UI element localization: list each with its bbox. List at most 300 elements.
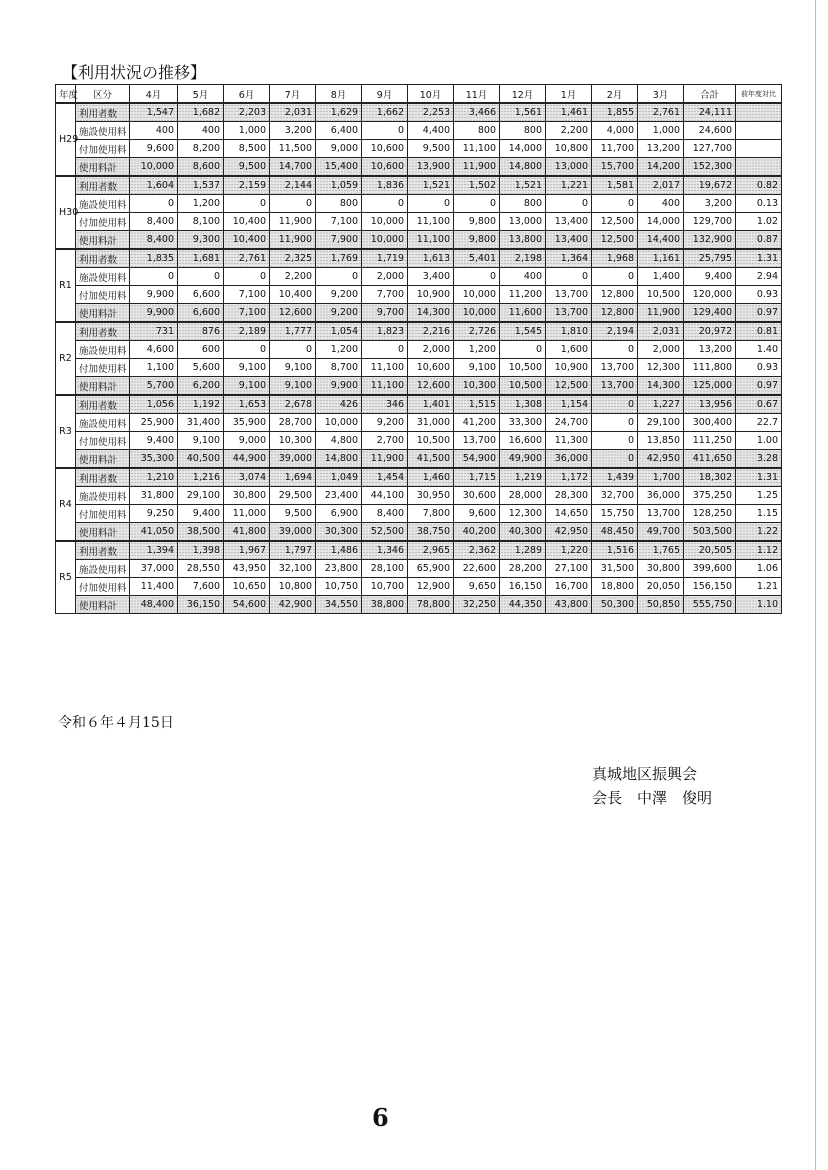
table-cell: 2,726 (454, 322, 500, 341)
table-cell: 0.97 (736, 304, 782, 323)
table-cell: 0.97 (736, 377, 782, 396)
table-cell: 2,031 (638, 322, 684, 341)
table-cell: 41,050 (130, 523, 178, 542)
table-cell: 11,400 (130, 578, 178, 596)
table-cell: 9,000 (316, 140, 362, 158)
table-cell: 0 (454, 195, 500, 213)
table-cell: 300,400 (684, 414, 736, 432)
table-cell: 10,400 (224, 231, 270, 250)
table-cell: 38,500 (178, 523, 224, 542)
column-header: 1月 (546, 85, 592, 104)
table-cell: 5,600 (178, 359, 224, 377)
table-row (56, 213, 782, 231)
table-cell: 39,000 (270, 523, 316, 542)
table-cell: 1,681 (178, 249, 224, 268)
table-cell: 10,500 (500, 359, 546, 377)
table-cell: 6,900 (316, 505, 362, 523)
table-cell: 11,900 (270, 231, 316, 250)
table-cell: 22,600 (454, 560, 500, 578)
table-cell: 111,800 (684, 359, 736, 377)
table-cell: 14,000 (500, 140, 546, 158)
column-header: 2月 (592, 85, 638, 104)
table-cell: 0.81 (736, 322, 782, 341)
table-cell: 24,700 (546, 414, 592, 432)
table-cell: 4,800 (316, 432, 362, 450)
table-cell: 11,100 (362, 359, 408, 377)
table-cell: 10,600 (362, 140, 408, 158)
table-cell: 1,289 (500, 541, 546, 560)
table-cell: 1.00 (736, 432, 782, 450)
table-cell: 1,682 (178, 103, 224, 122)
section-title: 【利用状況の推移】 (62, 63, 207, 82)
table-cell: 411,650 (684, 450, 736, 469)
table-cell: 4,400 (408, 122, 454, 140)
table-cell: 2,203 (224, 103, 270, 122)
table-cell: 10,600 (362, 158, 408, 177)
table-cell: 0 (178, 268, 224, 286)
table-cell: 42,950 (638, 450, 684, 469)
table-cell: 0 (362, 122, 408, 140)
table-cell: 20,972 (684, 322, 736, 341)
row-category-label: 施設使用料 (76, 268, 130, 286)
table-cell: 400 (500, 268, 546, 286)
table-cell: 12,500 (592, 231, 638, 250)
table-cell: 1.31 (736, 249, 782, 268)
table-cell: 11,000 (224, 505, 270, 523)
table-cell: 1,836 (362, 176, 408, 195)
fiscal-year-label: R1 (56, 249, 76, 322)
table-cell: 54,600 (224, 596, 270, 614)
table-cell: 36,150 (178, 596, 224, 614)
table-cell: 28,000 (500, 487, 546, 505)
table-cell: 0 (592, 414, 638, 432)
table-cell: 1,221 (546, 176, 592, 195)
table-cell: 13,956 (684, 395, 736, 414)
table-row (56, 505, 782, 523)
table-cell: 9,900 (316, 377, 362, 396)
table-cell: 1,797 (270, 541, 316, 560)
table-cell: 20,505 (684, 541, 736, 560)
table-cell: 40,200 (454, 523, 500, 542)
table-cell: 31,400 (178, 414, 224, 432)
table-cell: 1,561 (500, 103, 546, 122)
column-header: 7月 (270, 85, 316, 104)
table-cell: 0.93 (736, 286, 782, 304)
table-cell: 14,300 (638, 377, 684, 396)
table-cell: 9,200 (362, 414, 408, 432)
table-cell: 14,000 (638, 213, 684, 231)
table-cell: 1,823 (362, 322, 408, 341)
table-cell: 14,400 (638, 231, 684, 250)
column-header: 4月 (130, 85, 178, 104)
table-cell: 2,144 (270, 176, 316, 195)
table-cell: 9,600 (130, 140, 178, 158)
table-cell: 15,700 (592, 158, 638, 177)
organization-name: 真城地区振興会 (592, 765, 698, 783)
table-cell: 1,629 (316, 103, 362, 122)
table-cell: 36,000 (546, 450, 592, 469)
table-row (56, 195, 782, 213)
table-cell: 0 (270, 341, 316, 359)
table-row (56, 304, 782, 323)
table-cell: 1,394 (130, 541, 178, 560)
table-cell: 7,800 (408, 505, 454, 523)
table-cell: 1,537 (178, 176, 224, 195)
table-cell: 0 (592, 395, 638, 414)
table-cell: 13,700 (592, 359, 638, 377)
table-cell: 128,250 (684, 505, 736, 523)
table-cell: 10,400 (224, 213, 270, 231)
table-cell: 12,900 (408, 578, 454, 596)
table-cell: 10,500 (408, 432, 454, 450)
table-cell: 1,581 (592, 176, 638, 195)
table-cell: 3.28 (736, 450, 782, 469)
table-cell: 2,198 (500, 249, 546, 268)
table-cell: 10,700 (362, 578, 408, 596)
table-cell: 9,500 (270, 505, 316, 523)
table-cell: 9,400 (684, 268, 736, 286)
table-cell: 1,049 (316, 468, 362, 487)
table-cell: 42,950 (546, 523, 592, 542)
row-category-label: 使用料計 (76, 231, 130, 250)
table-row (56, 268, 782, 286)
table-cell: 0 (224, 268, 270, 286)
table-cell: 13,800 (500, 231, 546, 250)
table-cell: 9,800 (454, 231, 500, 250)
table-cell: 0.82 (736, 176, 782, 195)
table-cell: 1.22 (736, 523, 782, 542)
table-row (56, 560, 782, 578)
table-cell: 120,000 (684, 286, 736, 304)
table-cell: 10,000 (454, 304, 500, 323)
row-category-label: 利用者数 (76, 322, 130, 341)
table-cell: 7,100 (224, 304, 270, 323)
table-cell: 3,200 (684, 195, 736, 213)
table-cell: 3,200 (270, 122, 316, 140)
table-cell: 25,900 (130, 414, 178, 432)
table-row (56, 432, 782, 450)
table-cell: 16,150 (500, 578, 546, 596)
table-cell: 1,398 (178, 541, 224, 560)
table-cell: 7,600 (178, 578, 224, 596)
table-cell: 800 (316, 195, 362, 213)
table-cell: 1.21 (736, 578, 782, 596)
table-cell: 10,300 (454, 377, 500, 396)
table-cell: 38,750 (408, 523, 454, 542)
table-cell: 14,200 (638, 158, 684, 177)
table-cell: 2,200 (546, 122, 592, 140)
row-category-label: 利用者数 (76, 103, 130, 122)
table-cell: 31,500 (592, 560, 638, 578)
table-cell: 1,054 (316, 322, 362, 341)
table-cell: 0 (546, 268, 592, 286)
table-row (56, 487, 782, 505)
table-cell: 0 (500, 341, 546, 359)
table-cell: 1,521 (500, 176, 546, 195)
table-cell: 346 (362, 395, 408, 414)
table-cell: 12,600 (270, 304, 316, 323)
table-cell: 1,216 (178, 468, 224, 487)
table-cell: 9,900 (130, 304, 178, 323)
table-cell: 600 (178, 341, 224, 359)
table-cell: 10,800 (270, 578, 316, 596)
table-cell: 42,900 (270, 596, 316, 614)
table-cell: 13,000 (546, 158, 592, 177)
table-cell: 800 (454, 122, 500, 140)
table-cell: 2,253 (408, 103, 454, 122)
table-cell: 13,900 (408, 158, 454, 177)
table-cell: 111,250 (684, 432, 736, 450)
table-cell: 28,200 (500, 560, 546, 578)
table-cell: 9,100 (224, 377, 270, 396)
fiscal-year-label: R5 (56, 541, 76, 614)
table-cell: 22.7 (736, 414, 782, 432)
table-row (56, 414, 782, 432)
table-cell: 9,800 (454, 213, 500, 231)
table-cell: 876 (178, 322, 224, 341)
table-cell: 2,194 (592, 322, 638, 341)
table-cell: 14,300 (408, 304, 454, 323)
table-cell: 1.06 (736, 560, 782, 578)
table-cell: 41,200 (454, 414, 500, 432)
table-cell: 9,650 (454, 578, 500, 596)
table-row (56, 377, 782, 396)
table-row (56, 450, 782, 469)
table-cell: 28,100 (362, 560, 408, 578)
table-cell: 10,000 (362, 231, 408, 250)
table-cell: 7,100 (316, 213, 362, 231)
table-row (56, 523, 782, 542)
table-cell: 11,900 (362, 450, 408, 469)
table-cell: 32,700 (592, 487, 638, 505)
table-cell: 14,800 (500, 158, 546, 177)
row-category-label: 施設使用料 (76, 341, 130, 359)
table-row (56, 286, 782, 304)
table-cell: 4,000 (592, 122, 638, 140)
table-cell: 29,500 (270, 487, 316, 505)
table-cell: 10,750 (316, 578, 362, 596)
table-cell: 11,500 (270, 140, 316, 158)
table-cell: 8,400 (362, 505, 408, 523)
table-cell: 8,600 (178, 158, 224, 177)
table-cell: 44,900 (224, 450, 270, 469)
table-cell: 27,100 (546, 560, 592, 578)
row-category-label: 付加使用料 (76, 432, 130, 450)
table-cell: 65,900 (408, 560, 454, 578)
table-cell: 156,150 (684, 578, 736, 596)
table-cell: 2,761 (638, 103, 684, 122)
table-cell: 0.87 (736, 231, 782, 250)
table-cell: 11,600 (500, 304, 546, 323)
table-cell: 1,613 (408, 249, 454, 268)
table-cell: 30,800 (638, 560, 684, 578)
table-cell: 78,800 (408, 596, 454, 614)
usage-table (55, 84, 782, 614)
table-cell: 1,346 (362, 541, 408, 560)
table-cell: 800 (500, 122, 546, 140)
row-category-label: 利用者数 (76, 176, 130, 195)
table-cell: 15,400 (316, 158, 362, 177)
table-row (56, 176, 782, 195)
table-cell: 1,200 (454, 341, 500, 359)
table-cell: 8,500 (224, 140, 270, 158)
table-cell: 10,600 (408, 359, 454, 377)
table-cell: 50,850 (638, 596, 684, 614)
table-cell: 13,200 (638, 140, 684, 158)
table-row (56, 158, 782, 177)
table-cell: 1,521 (408, 176, 454, 195)
table-cell: 1,172 (546, 468, 592, 487)
table-cell: 41,500 (408, 450, 454, 469)
table-cell: 12,600 (408, 377, 454, 396)
table-cell: 48,450 (592, 523, 638, 542)
row-category-label: 施設使用料 (76, 487, 130, 505)
table-cell: 30,300 (316, 523, 362, 542)
table-cell: 13,700 (454, 432, 500, 450)
table-cell: 1,059 (316, 176, 362, 195)
table-cell: 38,800 (362, 596, 408, 614)
table-cell: 5,700 (130, 377, 178, 396)
table-cell: 13,700 (592, 377, 638, 396)
table-cell: 49,900 (500, 450, 546, 469)
table-row (56, 249, 782, 268)
table-cell: 10,000 (130, 158, 178, 177)
header-row (56, 85, 782, 104)
table-cell: 1,855 (592, 103, 638, 122)
table-cell: 1.25 (736, 487, 782, 505)
table-cell: 49,700 (638, 523, 684, 542)
table-row (56, 541, 782, 560)
table-cell: 13,000 (500, 213, 546, 231)
table-cell: 43,950 (224, 560, 270, 578)
table-row (56, 103, 782, 122)
table-cell: 11,700 (592, 140, 638, 158)
table-cell: 23,800 (316, 560, 362, 578)
table-cell: 9,000 (224, 432, 270, 450)
table-cell (736, 103, 782, 122)
table-cell: 0.93 (736, 359, 782, 377)
table-cell: 11,100 (454, 140, 500, 158)
table-cell: 14,700 (270, 158, 316, 177)
table-cell: 10,500 (638, 286, 684, 304)
table-cell: 1,000 (638, 122, 684, 140)
column-header: 合計 (684, 85, 736, 104)
table-cell: 6,200 (178, 377, 224, 396)
table-cell: 8,400 (130, 231, 178, 250)
table-cell: 29,100 (638, 414, 684, 432)
table-cell: 1,600 (546, 341, 592, 359)
table-cell: 0 (592, 432, 638, 450)
table-cell: 0 (592, 341, 638, 359)
table-cell: 0 (224, 195, 270, 213)
table-cell: 2,700 (362, 432, 408, 450)
table-cell: 1,486 (316, 541, 362, 560)
table-cell: 8,100 (178, 213, 224, 231)
page-number: 6 (372, 1103, 389, 1132)
table-cell: 1.02 (736, 213, 782, 231)
table-cell: 30,800 (224, 487, 270, 505)
row-category-label: 施設使用料 (76, 195, 130, 213)
table-cell: 11,100 (408, 231, 454, 250)
table-cell: 2,159 (224, 176, 270, 195)
table-cell: 9,400 (130, 432, 178, 450)
column-header: 3月 (638, 85, 684, 104)
row-category-label: 使用料計 (76, 304, 130, 323)
table-cell: 1,460 (408, 468, 454, 487)
table-row (56, 231, 782, 250)
table-cell: 11,200 (500, 286, 546, 304)
row-category-label: 付加使用料 (76, 505, 130, 523)
row-category-label: 施設使用料 (76, 122, 130, 140)
table-cell: 36,000 (638, 487, 684, 505)
table-cell: 1,227 (638, 395, 684, 414)
table-cell: 6,600 (178, 286, 224, 304)
table-cell: 1.40 (736, 341, 782, 359)
table-cell: 10,800 (546, 140, 592, 158)
table-cell: 13,700 (638, 505, 684, 523)
table-cell: 10,300 (270, 432, 316, 450)
fiscal-year-label: R4 (56, 468, 76, 541)
table-cell: 54,900 (454, 450, 500, 469)
table-cell: 1,810 (546, 322, 592, 341)
table-cell: 34,550 (316, 596, 362, 614)
table-cell: 11,900 (638, 304, 684, 323)
column-header: 6月 (224, 85, 270, 104)
column-header: 10月 (408, 85, 454, 104)
table-cell: 0 (130, 268, 178, 286)
table-cell: 15,750 (592, 505, 638, 523)
table-cell: 25,795 (684, 249, 736, 268)
table-cell: 1,967 (224, 541, 270, 560)
table-cell: 23,400 (316, 487, 362, 505)
table-cell: 1,515 (454, 395, 500, 414)
table-cell: 1,700 (638, 468, 684, 487)
table-cell: 1,662 (362, 103, 408, 122)
table-cell: 1,777 (270, 322, 316, 341)
table-cell: 9,900 (130, 286, 178, 304)
table-cell: 7,100 (224, 286, 270, 304)
table-cell: 0 (362, 341, 408, 359)
document-date: 令和６年４月15日 (58, 715, 174, 731)
table-cell: 0 (316, 268, 362, 286)
table-cell: 1,154 (546, 395, 592, 414)
table-cell: 31,000 (408, 414, 454, 432)
table-cell: 3,400 (408, 268, 454, 286)
table-row (56, 578, 782, 596)
table-cell: 10,650 (224, 578, 270, 596)
table-cell: 0 (454, 268, 500, 286)
table-cell: 9,200 (316, 286, 362, 304)
fiscal-year-label: H30 (56, 176, 76, 249)
table-cell: 1,968 (592, 249, 638, 268)
table-cell: 1.10 (736, 596, 782, 614)
signature-block (592, 762, 712, 810)
table-cell: 127,700 (684, 140, 736, 158)
table-cell: 9,600 (454, 505, 500, 523)
table-row (56, 395, 782, 414)
column-header: 前年度対比 (736, 85, 782, 104)
table-cell: 41,800 (224, 523, 270, 542)
table-cell: 13,850 (638, 432, 684, 450)
table-cell: 0 (592, 195, 638, 213)
table-cell: 28,700 (270, 414, 316, 432)
table-cell: 16,700 (546, 578, 592, 596)
table-cell: 1,835 (130, 249, 178, 268)
table-cell: 2,000 (638, 341, 684, 359)
table-cell: 10,900 (408, 286, 454, 304)
table-cell: 44,350 (500, 596, 546, 614)
table-cell: 11,100 (362, 377, 408, 396)
